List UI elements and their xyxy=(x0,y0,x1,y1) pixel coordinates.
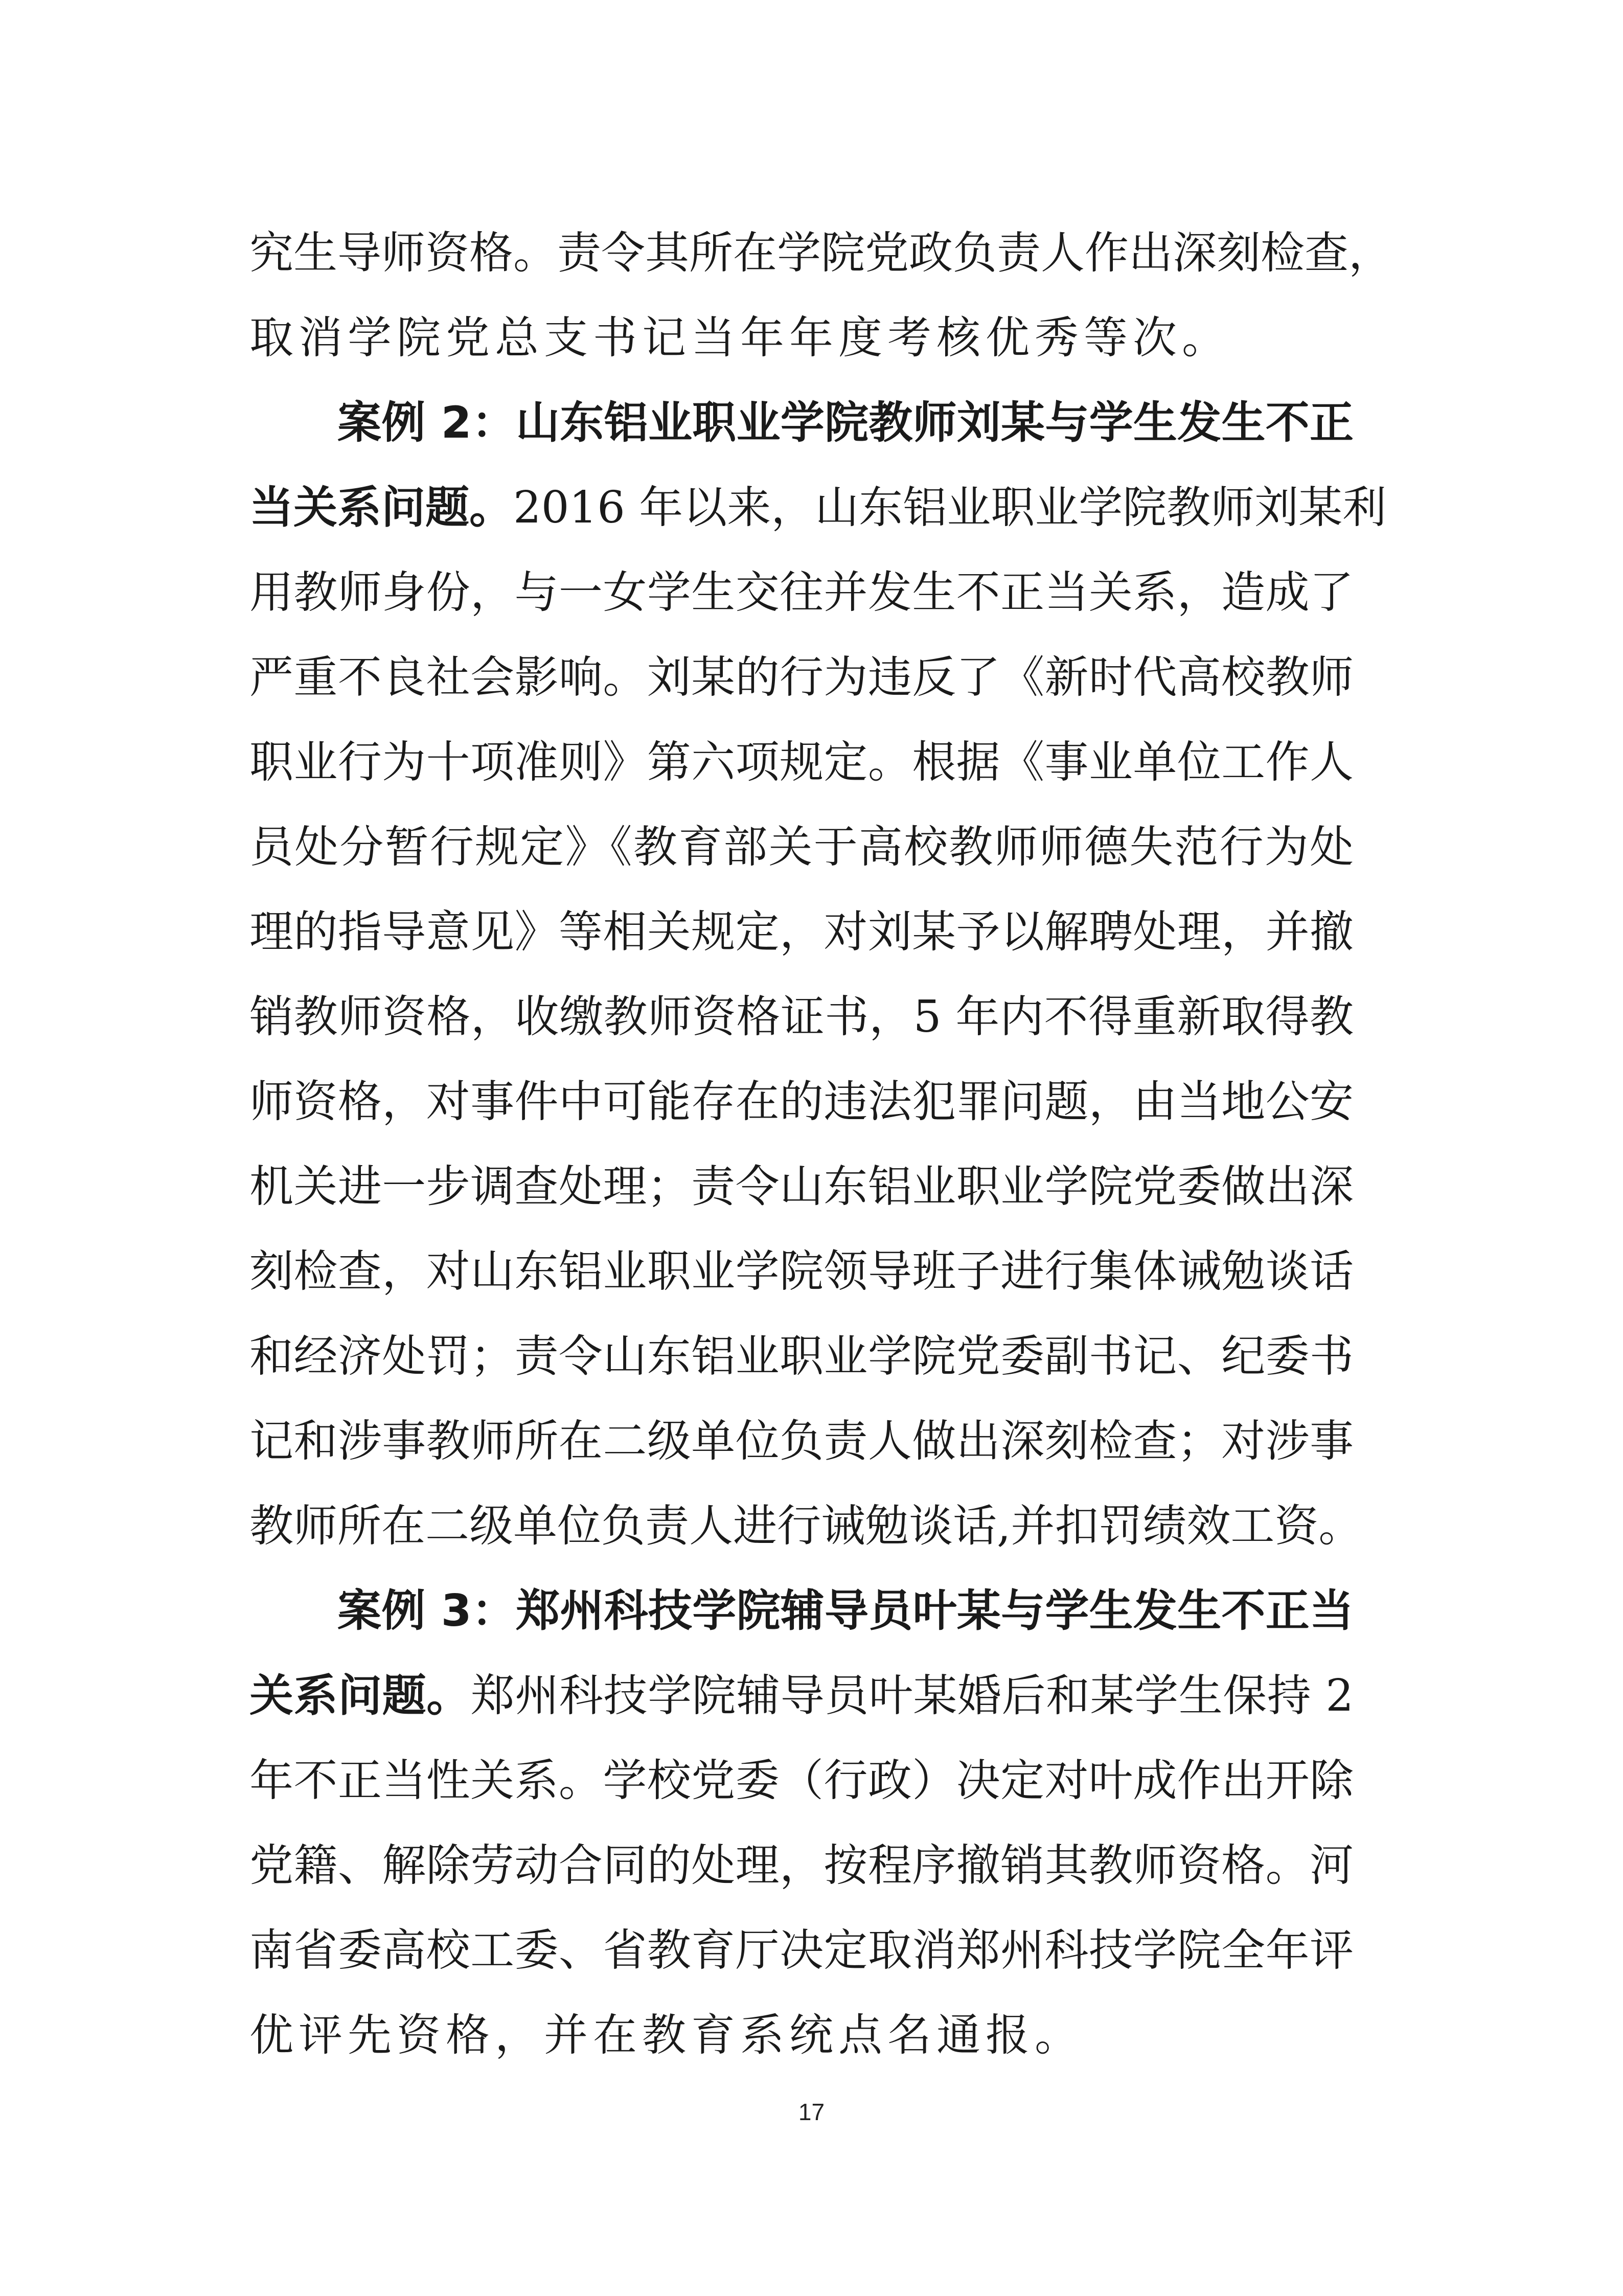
body-line: 刻检查，对山东铝业职业学院领导班子进行集体诫勉谈话 xyxy=(249,1246,1354,1297)
body-line: 员处分暂行规定》《教育部关于高校教师师德失范行为处 xyxy=(249,822,1354,873)
case-2-heading-continued xyxy=(249,465,1387,550)
body-line: 职业行为十项准则》第六项规定。根据《事业单位工作人 xyxy=(249,737,1354,788)
case-3-heading-end: 关系问题。 xyxy=(249,1670,471,1721)
case-3-heading-continued xyxy=(249,1653,1354,1738)
case-2-heading-end: 当关系问题。 xyxy=(249,482,513,533)
body-line: 机关进一步调查处理；责令山东铝业职业学院党委做出深 xyxy=(249,1161,1354,1212)
body-line: 南省委高校工委、省教育厅决定取消郑州科技学院全年评 xyxy=(249,1925,1354,1976)
body-line: 取消学院党总支书记当年年度考核优秀等次。 xyxy=(249,312,1231,363)
body-line: 优评先资格，并在教育系统点名通报。 xyxy=(249,2010,1084,2061)
body-line: 理的指导意见》等相关规定，对刘某予以解聘处理，并撤 xyxy=(249,906,1354,958)
body-line: 严重不良社会影响。刘某的行为违反了《新时代高校教师 xyxy=(249,652,1354,703)
case-2-heading: 案例 2：山东铝业职业学院教师刘某与学生发生不正 xyxy=(337,397,1354,448)
body-line: 用教师身份，与一女学生交往并发生不正当关系，造成了 xyxy=(249,567,1354,618)
page-number: 17 xyxy=(798,2099,825,2125)
case-3-heading: 案例 3：郑州科技学院辅导员叶某与学生发生不正当 xyxy=(337,1585,1354,1636)
body-line: 究生导师资格。责令其所在学院党政负责人作出深刻检查， xyxy=(249,228,1392,279)
body-line: 党籍、解除劳动合同的处理，按程序撤销其教师资格。河 xyxy=(249,1840,1354,1891)
case-2-text-start: 2016 年以来，山东铝业职业学院教师刘某利 xyxy=(513,482,1387,533)
body-line: 年不正当性关系。学校党委（行政）决定对叶成作出开除 xyxy=(249,1755,1354,1806)
body-line: 师资格，对事件中可能存在的违法犯罪问题，由当地公安 xyxy=(249,1076,1354,1127)
body-line: 和经济处罚；责令山东铝业职业学院党委副书记、纪委书 xyxy=(249,1331,1354,1382)
body-line: 销教师资格，收缴教师资格证书，5 年内不得重新取得教 xyxy=(249,991,1354,1042)
body-line: 教师所在二级单位负责人进行诫勉谈话,并扣罚绩效工资。 xyxy=(249,1501,1363,1552)
body-line: 记和涉事教师所在二级单位负责人做出深刻检查；对涉事 xyxy=(249,1416,1354,1467)
case-3-text-start: 郑州科技学院辅导员叶某婚后和某学生保持 2 xyxy=(470,1670,1354,1721)
